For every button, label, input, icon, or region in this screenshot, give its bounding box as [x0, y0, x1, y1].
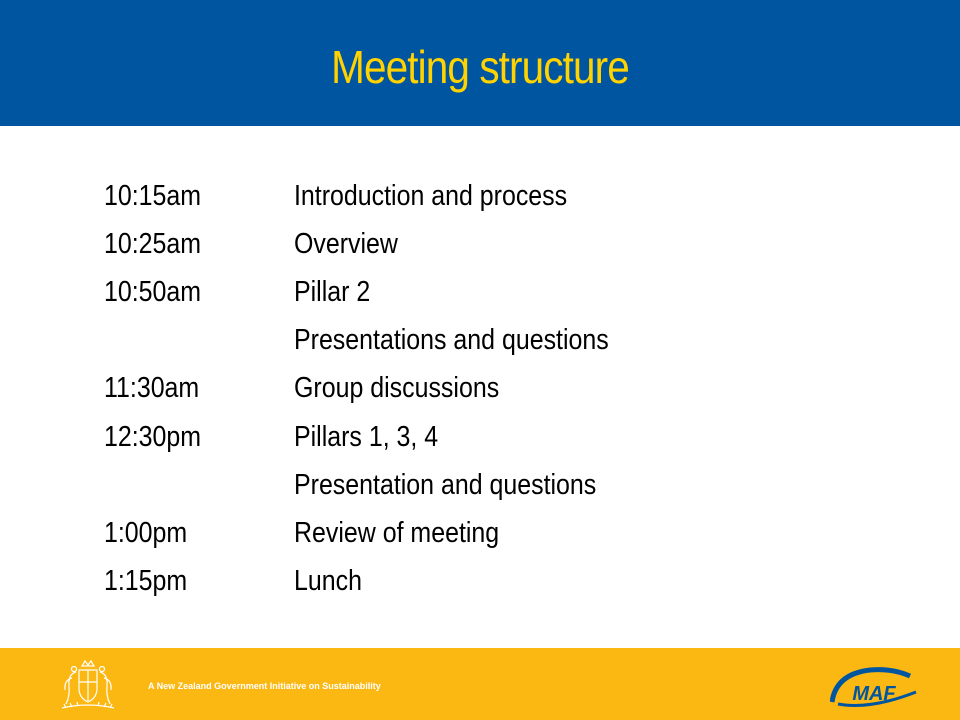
schedule-item: Pillar 2: [294, 275, 371, 308]
schedule-time: 12:30pm: [104, 420, 202, 453]
schedule-row: [104, 509, 864, 557]
schedule-list: [104, 172, 864, 606]
schedule-item: Presentation and questions: [294, 468, 597, 501]
schedule-item: Review of meeting: [294, 516, 500, 549]
schedule-time: 10:25am: [104, 227, 202, 260]
maf-logo: [830, 662, 920, 712]
slide-title: Meeting structure: [331, 41, 629, 93]
schedule-row: [104, 365, 864, 413]
schedule-time: 10:15am: [104, 179, 202, 212]
schedule-row: [104, 172, 864, 220]
schedule-time: 11:30am: [104, 372, 200, 405]
schedule-row: [104, 268, 864, 316]
footer-band: [0, 648, 960, 720]
schedule-item: Pillars 1, 3, 4: [294, 420, 439, 453]
footer-tagline: A New Zealand Government Initiative on Sustainability: [148, 681, 381, 691]
schedule-item: Introduction and process: [294, 179, 568, 212]
schedule-item: Group discussions: [294, 372, 500, 405]
schedule-row: [104, 558, 864, 606]
header-band: [0, 0, 960, 126]
schedule-row: [104, 220, 864, 268]
schedule-time: 10:50am: [104, 275, 202, 308]
schedule-time: 1:00pm: [104, 516, 188, 549]
schedule-item: Lunch: [294, 565, 362, 598]
schedule-row: [104, 461, 864, 509]
schedule-row: [104, 413, 864, 461]
schedule-time: 1:15pm: [104, 565, 188, 598]
schedule-item: Overview: [294, 227, 398, 260]
schedule-item: Presentations and questions: [294, 324, 609, 357]
maf-logo-text: MAF: [852, 683, 896, 705]
coat-of-arms-icon: [52, 658, 124, 714]
schedule-row: [104, 317, 864, 365]
